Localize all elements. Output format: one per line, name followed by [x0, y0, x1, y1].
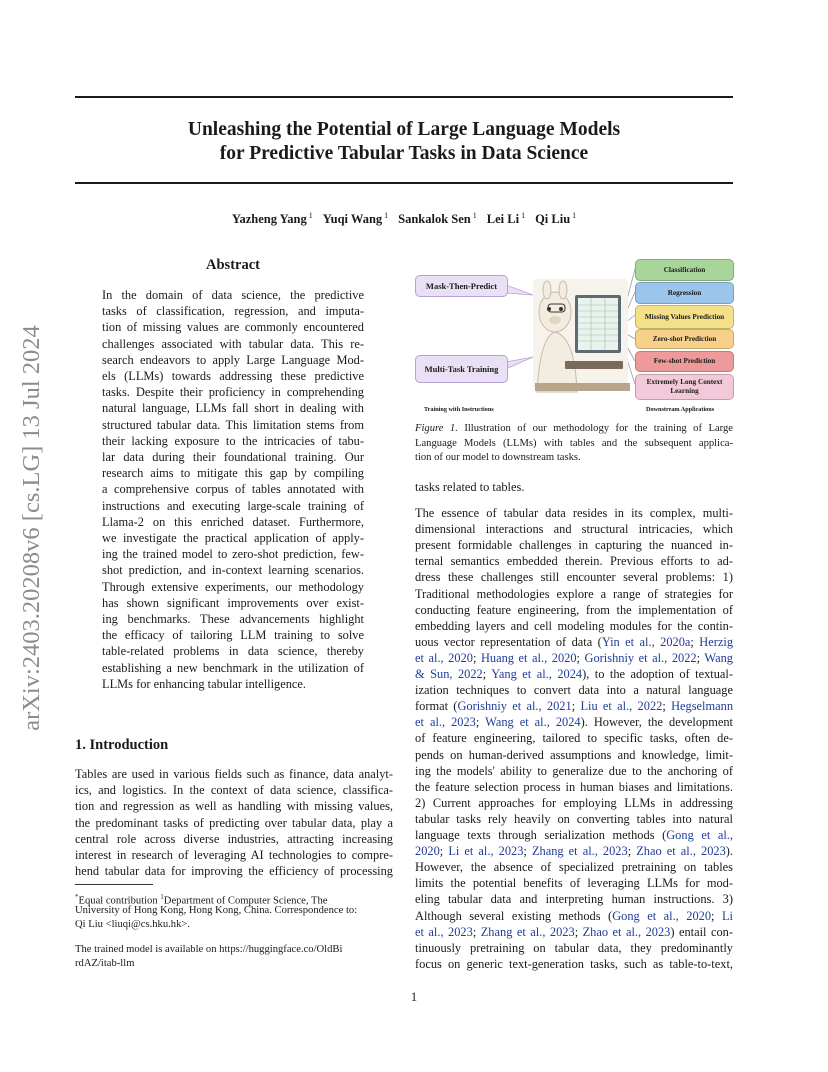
- body-text: ;: [696, 650, 705, 665]
- body-line: [415, 730, 733, 746]
- footnote-model-link: The trained model is available on https://huggingface.co/OldBi: [75, 944, 343, 955]
- body-text: ing the models' ability to generalize due to the anchoring of: [415, 763, 733, 778]
- multi-task-training-label: Multi-Task Training: [415, 355, 508, 383]
- author-name: [535, 212, 576, 226]
- mask-then-predict-label: Mask-Then-Predict: [415, 275, 508, 297]
- abstract-line: search endeavors to apply Large Language Mod-: [102, 352, 364, 367]
- downstream-task-box: Extremely Long Context Learning: [635, 374, 734, 400]
- abstract-line: we investigate the practical application of apply-: [102, 531, 364, 545]
- body-text: However, the absence of specialized pretraining on tables: [415, 860, 733, 875]
- figure-footer-training: Training with Instructions: [424, 406, 494, 413]
- title-line-2: for Predictive Tabular Tasks in Data Science: [219, 143, 589, 164]
- citation-link[interactable]: et al., 2023: [415, 715, 476, 730]
- citation-link[interactable]: et al., 2023: [415, 924, 473, 939]
- body-line: [415, 891, 733, 907]
- abstract-line: instructions and executing large-scale training of: [102, 498, 364, 513]
- body-text: ;: [472, 924, 481, 939]
- abstract-heading: Abstract: [206, 257, 260, 273]
- citation-link[interactable]: Li et al., 2023: [448, 844, 524, 859]
- abstract-line: LLMs for enhancing tabular intelligence.: [102, 676, 307, 691]
- body-line: [415, 698, 733, 714]
- body-line: [415, 795, 733, 811]
- citation-link[interactable]: Wang et al., 2024: [485, 715, 581, 730]
- abstract-line: els (LLMs) towards addressing these predictive: [102, 369, 364, 383]
- author-text: Yazheng Yang: [231, 212, 307, 227]
- figure-1-caption: [415, 422, 733, 466]
- body-line: [415, 650, 733, 666]
- body-text: Traditional methodologies explore a range of strategies for: [415, 586, 733, 601]
- abstract-line: structured tabular data. This limitation stems from: [102, 417, 364, 432]
- footnote-model-link-cont: rdAZ/itab-llm: [75, 958, 135, 969]
- abstract-line: lar data during their foundational training. Our: [102, 450, 364, 464]
- body-text: eling tabular data and interpreting human instructions. 3): [415, 892, 733, 907]
- downstream-task-box: Zero-shot Prediction: [635, 329, 734, 349]
- caption-line: Language Models (LLMs) with tables and the subsequent applica-: [415, 437, 733, 449]
- abstract-line: ing benchmarks. These advancements highlight: [102, 612, 364, 626]
- downstream-task-box: Missing Values Prediction: [635, 305, 734, 329]
- downstream-task-box: Few-shot Prediction: [635, 351, 734, 372]
- author-text: Qi Liu: [535, 212, 571, 227]
- body-line: [415, 763, 733, 779]
- body-line: [415, 682, 733, 698]
- abstract-line: shot prediction, and in-context learning scenarios.: [102, 563, 364, 578]
- body-text: ;: [472, 650, 481, 665]
- title-line-1: Unleashing the Potential of Large Language Models: [187, 119, 621, 140]
- citation-link[interactable]: Gong et al., 2020: [612, 908, 712, 923]
- footnote-department: Department of Computer Science, The: [163, 895, 328, 907]
- body-line: [415, 521, 733, 537]
- footnote-line-2: University of Hong Kong, Hong Kong, China. Correspondence to:: [75, 905, 358, 916]
- body-text: ;: [627, 844, 637, 859]
- footnote-correspondence: Qi Liu <liuqi@cs.hku.hk>.: [75, 919, 190, 930]
- body-text: ).: [725, 844, 734, 859]
- body-text: 2) Current approaches for employing LLMs in addressing: [415, 795, 733, 810]
- caption-line: [415, 422, 733, 437]
- abstract-line: tasks of classification, regression, and imputa-: [102, 304, 364, 319]
- body-text: tabular tasks rely heavily on converting tables into natural: [415, 811, 733, 826]
- body-line: [415, 586, 733, 602]
- body-text: ;: [571, 699, 581, 714]
- author-text: Yuqi Wang: [322, 212, 383, 227]
- body-line: [415, 602, 733, 618]
- body-text: of feature engineering, tailored to specific tasks, often de-: [415, 731, 733, 746]
- author-affiliation-marker: 1: [572, 211, 577, 220]
- body-text: ternal semantics embedded therein. Previous efforts to ad-: [415, 554, 733, 569]
- citation-link[interactable]: Liu et al., 2022: [580, 699, 663, 714]
- abstract-line: establishing a new benchmark in the utilization of: [102, 660, 364, 675]
- body-text: ;: [690, 634, 700, 649]
- body-line: [415, 553, 733, 569]
- caption-line: tion of our model to downstream tasks.: [415, 452, 581, 463]
- citation-link[interactable]: Wang: [704, 650, 733, 665]
- footnote-equal-contribution: Equal contribution: [78, 895, 161, 907]
- body-text: ;: [574, 924, 583, 939]
- abstract-line: In the domain of data science, the predictive: [102, 288, 364, 302]
- abstract-line: the efficacy of tailoring LLM training to solve: [102, 628, 364, 643]
- body-line: [415, 618, 733, 634]
- body-text: dimensional interactions and structural intricacies, which: [415, 522, 733, 537]
- body-text: Although several existing methods (: [415, 908, 613, 923]
- introduction-line: hend tabular data for improving the efficiency of processing: [75, 864, 393, 879]
- body-line: [415, 747, 733, 763]
- body-text: ;: [439, 844, 449, 859]
- body-text: ;: [662, 699, 672, 714]
- abstract-line: Through extensive experiments, our methodology: [102, 579, 364, 594]
- llama-illustration: [533, 279, 630, 392]
- body-line: [415, 537, 733, 553]
- abstract-line: tion of missing values are commonly encountered: [102, 320, 364, 335]
- citation-link[interactable]: Zhang et al., 2023: [531, 844, 628, 859]
- body-text: The essence of tabular data resides in its complex, multi-: [415, 506, 733, 520]
- abstract-line: Llama-2 on this enriched dataset. Furthermore,: [102, 514, 364, 529]
- introduction-line: interest in research of leveraging AI technologies to compre-: [75, 848, 393, 862]
- body-text: ;: [576, 650, 585, 665]
- caption-text: Illustration of our methodology for the training of Large: [457, 423, 733, 434]
- right-column-first-line: tasks related to tables.: [415, 480, 525, 494]
- body-text: uous vector representation of data (: [415, 634, 602, 649]
- body-text: dress these challenges still encounter several problems: 1): [415, 570, 733, 585]
- citation-link[interactable]: Zhao et al., 2023: [582, 924, 671, 939]
- body-text: present formidable challenges in capturing the nuanced in-: [415, 538, 733, 553]
- body-line: [415, 940, 733, 956]
- figure-1: [415, 257, 735, 417]
- body-line: [415, 714, 733, 730]
- footnote-affil-marker: 1: [160, 893, 164, 901]
- top-rule: [75, 96, 733, 98]
- author-name: [487, 212, 525, 226]
- body-text: format (: [415, 699, 458, 714]
- introduction-heading: 1. Introduction: [75, 737, 169, 753]
- citation-link[interactable]: 2020: [415, 844, 440, 859]
- body-text: ). However, the development: [580, 715, 734, 730]
- author-name: [323, 212, 388, 226]
- body-line: [415, 859, 733, 875]
- citation-link[interactable]: Li: [721, 908, 733, 923]
- citation-link[interactable]: Huang et al., 2020: [480, 650, 577, 665]
- arxiv-stamp: arXiv:2403.20208v6 [cs.LG] 13 Jul 2024: [18, 325, 45, 731]
- body-line: [415, 505, 733, 521]
- citation-link[interactable]: Herzig: [699, 634, 734, 649]
- body-line: [415, 924, 733, 940]
- paper-title: [75, 118, 733, 166]
- body-line: [415, 843, 733, 859]
- body-line: [415, 811, 733, 827]
- body-text: the feature selection process in human biases and limitations.: [415, 779, 733, 794]
- body-text: ization techniques to convert data into a natural language: [415, 683, 733, 698]
- citation-link[interactable]: & Sun, 2022: [415, 667, 483, 681]
- body-text: limits the potential benefits of leveraging LLMs for mod-: [415, 876, 733, 891]
- body-text: conducting feature engineering, from the implementation of: [415, 602, 733, 617]
- author-list: [75, 211, 733, 227]
- abstract-line: tasks. Despite their proficiency in comprehending: [102, 385, 364, 400]
- body-line: [415, 666, 733, 682]
- body-text: focus on generic text-generation tasks, such as table-to-text,: [415, 956, 733, 971]
- abstract-line: their lacking exposure to the intricacies of tabu-: [102, 433, 364, 448]
- citation-link[interactable]: Yang et al., 2024: [491, 667, 583, 681]
- body-line: [415, 956, 733, 972]
- introduction-line: central role across diverse industries, attracting increasing: [75, 831, 393, 846]
- author-text: Sankalok Sen: [398, 212, 471, 227]
- citation-link[interactable]: Zhao et al., 2023: [636, 844, 726, 859]
- citation-link[interactable]: et al., 2020: [415, 650, 473, 665]
- downstream-task-box: Regression: [635, 282, 734, 304]
- title-bottom-rule: [75, 182, 733, 184]
- body-text: embedding layers and cell modeling modules for the contin-: [415, 618, 733, 633]
- body-line: [415, 569, 733, 585]
- body-text: language texts through serialization methods (: [415, 828, 667, 842]
- author-text: Lei Li: [486, 212, 520, 227]
- body-text: ), to the adoption of textual-: [582, 667, 733, 681]
- author-affiliation-marker: 1: [472, 211, 477, 220]
- body-line: [415, 908, 733, 924]
- abstract-line: a comprehensive corpus of tables annotated with: [102, 482, 364, 497]
- citation-link[interactable]: Gong et al.,: [666, 828, 734, 842]
- citation-link[interactable]: Hegselmann: [671, 699, 734, 714]
- body-text: ;: [475, 715, 486, 730]
- figure-footer-downstream: Downstream Applications: [646, 406, 715, 413]
- introduction-line: Tables are used in various fields such as finance, data analyt-: [75, 767, 393, 781]
- author-affiliation-marker: 1: [308, 211, 313, 220]
- body-text: ;: [482, 667, 492, 681]
- body-text: pends on human-derived assumptions and knowledge, limit-: [415, 747, 733, 762]
- abstract-line: natural language, LLMs fall short in dealing with: [102, 401, 364, 416]
- body-line: [415, 875, 733, 891]
- downstream-task-box: Classification: [635, 259, 734, 281]
- page-number: 1: [410, 990, 418, 1004]
- author-name: [232, 212, 313, 226]
- citation-link[interactable]: Zhang et al., 2023: [480, 924, 575, 939]
- author-name: [398, 212, 477, 226]
- citation-link[interactable]: Gorishniy et al., 2022: [584, 650, 697, 665]
- abstract-line: challenges associated with tabular data. This re-: [102, 336, 364, 351]
- abstract-line: table-related problems in data science, thereby: [102, 644, 364, 659]
- body-text: tinuously pretraining on tabular data, they predominantly: [415, 940, 733, 955]
- body-line: [415, 827, 733, 843]
- abstract-line: research aims to mitigate this gap by compiling: [102, 466, 364, 481]
- body-line: [415, 634, 733, 650]
- abstract-line: ing the trained model to zero-shot prediction, few-: [102, 547, 364, 562]
- author-affiliation-marker: 1: [521, 211, 526, 220]
- introduction-line: ics, and logistics. In the context of data science, classifica-: [75, 783, 393, 798]
- body-line: [415, 779, 733, 795]
- body-text: ;: [523, 844, 532, 859]
- body-text: ) entail con-: [670, 924, 733, 939]
- citation-link[interactable]: Yin et al., 2020a: [601, 634, 691, 649]
- introduction-line: tion and regression as well as handling with missing values,: [75, 799, 393, 814]
- caption-label: Figure 1.: [415, 423, 458, 434]
- author-affiliation-marker: 1: [384, 211, 389, 220]
- footnote-rule: [75, 884, 153, 885]
- footnote-marker: *: [75, 893, 79, 901]
- abstract-line: has shown significant improvements over exist-: [102, 595, 364, 610]
- body-text: ;: [711, 908, 722, 923]
- introduction-line: the predominant tasks of predicting over tabular data, play a: [75, 815, 393, 830]
- citation-link[interactable]: Gorishniy et al., 2021: [457, 699, 572, 714]
